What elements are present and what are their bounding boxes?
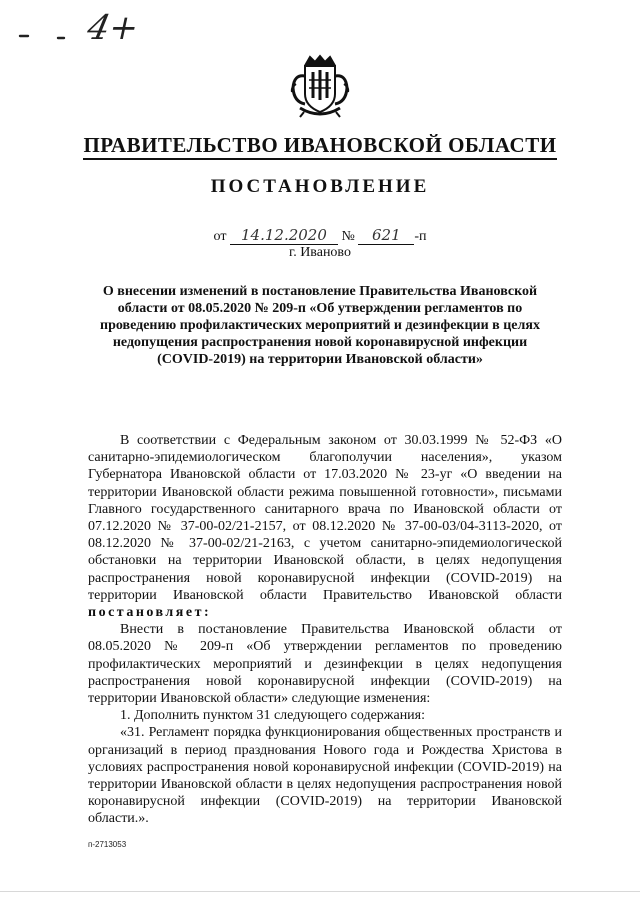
city-line: г. Иваново — [289, 245, 351, 260]
government-title — [0, 133, 640, 158]
handwritten-number: 621 — [358, 226, 414, 245]
body-paragraph-2: Внести в постановление Правительства Ивановской области от 08.05.2020 № 209-п «Об утверждении регламентов по проведению профилактических мероприятий и дезинфекции в целях недопущения распространения новой коронавирусной инфекции (COVID-2019) на территории Ивановской области» следующие изменения: — [88, 622, 562, 707]
document-body — [88, 432, 562, 828]
government-title-text: ПРАВИТЕЛЬСТВО ИВАНОВСКОЙ ОБЛАСТИ — [83, 133, 556, 160]
date-prefix: от — [213, 229, 227, 244]
number-sign: № — [341, 229, 355, 244]
body-paragraph-1 — [88, 432, 562, 621]
body-paragraph-4: «31. Регламент порядка функционирования общественных пространств и организаций в период празднования Нового года и Рождества Христова в условиях распространения новой коронавирусной инфекции (COVID-2019) на территории Ивановской области в целях недопущения распространения новой коронавирусной инфекции (COVID-2019) на территории Ивановской области.». — [88, 725, 562, 827]
document-type-title: ПОСТАНОВЛЕНИЕ — [210, 176, 430, 197]
number-suffix: -п — [414, 229, 427, 244]
preamble-text: В соответствии с Федеральным законом от 30.03.1999 № 52-ФЗ «О санитарно-эпидемиологическом благополучии населения», указом Губернатора Ивановской области от 17.03.2020 № 23-уг «О введении на территории Ивановской области режима повышенной готовности», письмами Главного государственного санитарного врача по Ивановской области от 07.12.2020 № 37-00-02/21-2157, от 08.12.2020 № 37-00-03/04-3113-2020, от 08.12.2020 № 37-00-02/21-2163, с учетом санитарно-эпидемиологической обстановки на территории Ивановской области, в целях недопущения распространения новой коронавирусной инфекции (COVID-2019) на территории Ивановской области Правительство Ивановской области — [88, 433, 562, 603]
document-subject: О внесении изменений в постановление Правительства Ивановской области от 08.05.2020 № 209-п «Об утверждении регламентов по проведению профилактических мероприятий и дезинфекции в целях недопущения распространения новой коронавирусной инфекции (COVID-2019) на территории Ивановской области» — [100, 284, 540, 367]
date-number-line — [0, 226, 640, 245]
handwritten-mark: 4+ — [83, 8, 143, 48]
handwritten-date: 14.12.2020 — [230, 226, 338, 245]
coat-of-arms-emblem — [288, 54, 352, 120]
resolves-keyword: постановляет: — [88, 605, 212, 621]
page-bottom-edge — [0, 891, 640, 892]
body-paragraph-3: 1. Дополнить пунктом 31 следующего содержания: — [120, 708, 426, 724]
document-code: п-2713053 — [88, 840, 127, 849]
